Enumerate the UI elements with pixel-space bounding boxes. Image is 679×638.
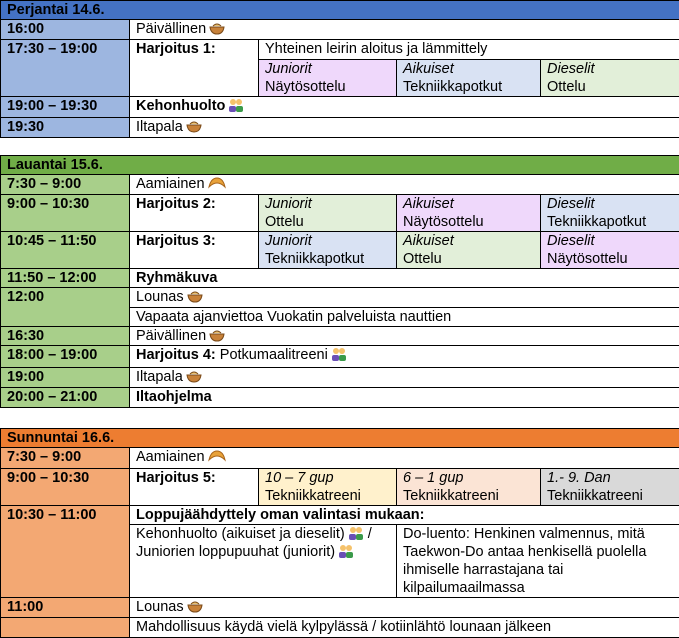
group-cell: Juniorit Ottelu bbox=[259, 195, 397, 232]
time-cell: 12:00 bbox=[1, 288, 130, 327]
food-bowl-icon bbox=[186, 119, 202, 133]
time-cell: 16:30 bbox=[1, 327, 130, 346]
sunday-table bbox=[0, 428, 679, 638]
sunday-heading: Sunnuntai 16.6. bbox=[1, 429, 679, 448]
option-cell: Do-luento: Henkinen valmennus, mitä Taekwon-Do antaa henkisellä puolella ihmiselle harrastajana tai kilpailumaailmassa bbox=[397, 525, 679, 598]
group-cell: Juniorit Tekniikkapotkut bbox=[259, 232, 397, 269]
group-cell: Dieselit Näytösottelu bbox=[541, 232, 679, 269]
time-cell: 7:30 – 9:00 bbox=[1, 175, 130, 195]
event-cell: Vapaata ajanviettoa Vuokatin palveluista nauttien bbox=[130, 308, 679, 327]
event-cell: Iltapala bbox=[130, 368, 679, 388]
friday-table bbox=[0, 0, 679, 138]
time-cell: 11:50 – 12:00 bbox=[1, 269, 130, 288]
people-icon bbox=[228, 98, 244, 112]
session-desc: Yhteinen leirin aloitus ja lämmittely bbox=[259, 40, 679, 60]
food-bowl-icon bbox=[187, 599, 203, 613]
time-cell: 9:00 – 10:30 bbox=[1, 469, 130, 506]
food-bowl-icon bbox=[209, 328, 225, 342]
group-cell: 1.- 9. Dan Tekniikkatreeni bbox=[541, 469, 679, 506]
group-cell: 6 – 1 gup Tekniikkatreeni bbox=[397, 469, 541, 506]
time-cell: 19:00 – 19:30 bbox=[1, 97, 130, 118]
group-cell: Aikuiset Tekniikkapotkut bbox=[397, 60, 541, 97]
group-cell: Dieselit Tekniikkapotkut bbox=[541, 195, 679, 232]
event-cell: Mahdollisuus käydä vielä kylpylässä / kotiinlähtö lounaan jälkeen bbox=[130, 618, 679, 638]
food-bowl-icon bbox=[209, 21, 225, 35]
group-cell: Aikuiset Näytösottelu bbox=[397, 195, 541, 232]
time-cell: 10:30 – 11:00 bbox=[1, 506, 130, 598]
croissant-icon bbox=[208, 449, 224, 463]
croissant-icon bbox=[208, 176, 224, 190]
event-cell: Kehonhuolto bbox=[130, 97, 679, 118]
event-cell: Lounas bbox=[130, 288, 679, 308]
event-cell: Päivällinen bbox=[130, 20, 679, 40]
event-cell: Päivällinen bbox=[130, 327, 679, 346]
event-cell: Iltapala bbox=[130, 118, 679, 138]
saturday-table bbox=[0, 155, 679, 408]
session-label: Harjoitus 1: bbox=[130, 40, 259, 97]
event-cell: Lounas bbox=[130, 598, 679, 618]
food-bowl-icon bbox=[186, 369, 202, 383]
people-icon bbox=[348, 526, 364, 540]
session-label: Harjoitus 3: bbox=[130, 232, 259, 269]
time-cell: 7:30 – 9:00 bbox=[1, 448, 130, 469]
group-cell: Dieselit Ottelu bbox=[541, 60, 679, 97]
time-cell: 16:00 bbox=[1, 20, 130, 40]
food-bowl-icon bbox=[187, 289, 203, 303]
time-cell: 19:30 bbox=[1, 118, 130, 138]
people-icon bbox=[331, 347, 347, 361]
saturday-heading: Lauantai 15.6. bbox=[1, 156, 679, 175]
time-cell: 10:45 – 11:50 bbox=[1, 232, 130, 269]
event-cell: Aamiainen bbox=[130, 175, 679, 195]
group-cell: Aikuiset Ottelu bbox=[397, 232, 541, 269]
option-cell: Kehonhuolto (aikuiset ja dieselit) / Juniorien loppupuuhat (juniorit) bbox=[130, 525, 397, 598]
time-cell: 20:00 – 21:00 bbox=[1, 388, 130, 408]
event-cell: Aamiainen bbox=[130, 448, 679, 469]
time-cell: 19:00 bbox=[1, 368, 130, 388]
session-label: Harjoitus 5: bbox=[130, 469, 259, 506]
time-cell: 17:30 – 19:00 bbox=[1, 40, 130, 97]
people-icon bbox=[338, 544, 354, 558]
time-cell: 11:00 bbox=[1, 598, 130, 618]
session-label: Harjoitus 2: bbox=[130, 195, 259, 232]
session-desc: Loppujäähdyttely oman valintasi mukaan: bbox=[130, 506, 679, 525]
event-cell: Ryhmäkuva bbox=[130, 269, 679, 288]
time-cell: 9:00 – 10:30 bbox=[1, 195, 130, 232]
event-cell: Harjoitus 4: Potkumaalitreeni bbox=[130, 346, 679, 368]
friday-heading: Perjantai 14.6. bbox=[1, 1, 679, 20]
time-cell: 18:00 – 19:00 bbox=[1, 346, 130, 368]
event-cell: Iltaohjelma bbox=[130, 388, 679, 408]
group-cell: 10 – 7 gup Tekniikkatreeni bbox=[259, 469, 397, 506]
group-cell: Juniorit Näytösottelu bbox=[259, 60, 397, 97]
